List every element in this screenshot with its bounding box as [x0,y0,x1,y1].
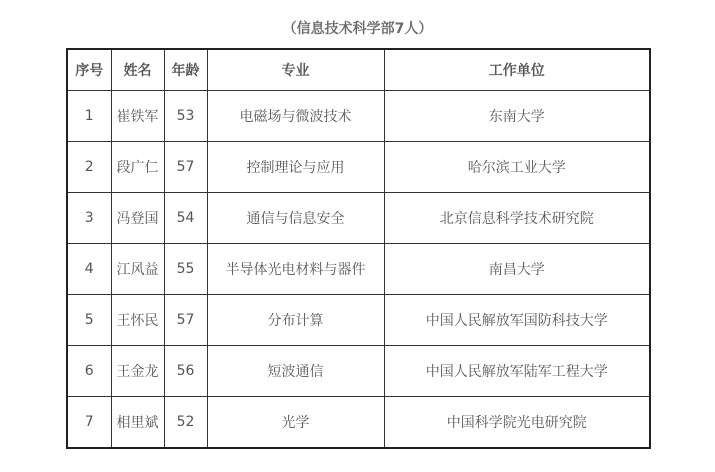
table-row [67,91,650,142]
cell-age: 55 [164,244,207,295]
cell-age: 56 [164,346,207,397]
cell-name: 冯登国 [111,193,164,244]
cell-name: 王金龙 [111,346,164,397]
cell-major: 电磁场与微波技术 [207,91,384,142]
header-index: 序号 [67,49,111,91]
cell-name: 段广仁 [111,142,164,193]
cell-index: 5 [67,295,111,346]
cell-index: 7 [67,397,111,449]
cell-age: 52 [164,397,207,449]
cell-employer: 哈尔滨工业大学 [384,142,650,193]
cell-major: 半导体光电材料与器件 [207,244,384,295]
cell-index: 6 [67,346,111,397]
table-row [67,142,650,193]
table-row [67,397,650,449]
header-major: 专业 [207,49,384,91]
cell-major: 分布计算 [207,295,384,346]
cell-age: 57 [164,142,207,193]
cell-employer: 中国人民解放军陆军工程大学 [384,346,650,397]
cell-name: 相里斌 [111,397,164,449]
cell-major: 短波通信 [207,346,384,397]
table-row [67,193,650,244]
table-row [67,346,650,397]
cell-employer: 中国人民解放军国防科技大学 [384,295,650,346]
cell-name: 王怀民 [111,295,164,346]
table-row [67,295,650,346]
cell-employer: 北京信息科学技术研究院 [384,193,650,244]
cell-employer: 东南大学 [384,91,650,142]
cell-age: 53 [164,91,207,142]
cell-employer: 南昌大学 [384,244,650,295]
cell-major: 光学 [207,397,384,449]
cell-age: 54 [164,193,207,244]
cell-index: 2 [67,142,111,193]
header-name: 姓名 [111,49,164,91]
header-employer: 工作单位 [384,49,650,91]
cell-major: 控制理论与应用 [207,142,384,193]
table-caption: （信息技术科学部7人） [282,21,433,37]
table-header-row [67,49,650,91]
table-row [67,244,650,295]
cell-index: 1 [67,91,111,142]
header-age: 年龄 [164,49,207,91]
academician-table [66,48,651,449]
cell-name: 江风益 [111,244,164,295]
cell-age: 57 [164,295,207,346]
cell-employer: 中国科学院光电研究院 [384,397,650,449]
cell-index: 3 [67,193,111,244]
cell-major: 通信与信息安全 [207,193,384,244]
cell-index: 4 [67,244,111,295]
cell-name: 崔铁军 [111,91,164,142]
